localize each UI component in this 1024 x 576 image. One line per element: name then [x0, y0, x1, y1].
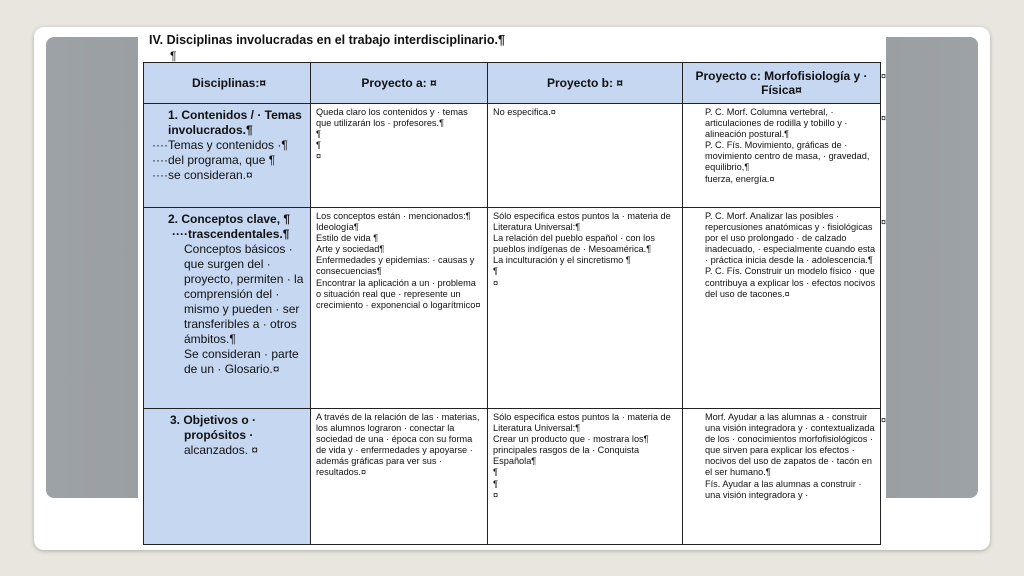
- row-description: Conceptos básicos · que surgen del · proyecto, permiten · la comprensión del · mismo y pueden · ser transferibles a · otros ámbitos.¶ Se consideran · parte de un · Glosario.¤: [184, 242, 304, 376]
- table-row: [144, 409, 881, 545]
- table-header-row: [144, 63, 881, 104]
- cell-proyecto-c: P. C. Morf. Analizar las posibles · repercusiones anatómicas y · fisiológicas por el uso prolongado · de calzado inadecuado, · especialmente cuando esta · práctica inicia desde la · adolescencia.¶ P. C. Fís. Construir un modelo físico · que contribuya a explicar los · efectos nocivos del uso de tacones.¤: [705, 211, 876, 299]
- table-row: [144, 104, 881, 208]
- header-disciplinas: Disciplinas:¤: [144, 63, 311, 104]
- row-title: 3. Objetivos o ·: [170, 413, 257, 427]
- cell-proyecto-a: A través de la relación de las · materias, los alumnos lograron · conectar la sociedad de una · época con su forma de vida y · enfermedades y apoyarse · además gráficas para ver sus · resultados.¤: [316, 412, 480, 478]
- row-subtitle: propósitos ·: [184, 428, 254, 442]
- paragraph-mark: ¶: [170, 49, 177, 63]
- header-proyecto-c: Proyecto c: Morfofisiología y · Física¤: [683, 63, 881, 104]
- cell-proyecto-a: Los conceptos están · mencionados:¶ Ideología¶ Estilo de vida ¶ Arte y sociedad¶ Enfermedades y epidemias: · causas y consecuencias¶ Encontrar la aplicación a un · problema o situación real que · represente un crecimiento · exponencial o logarítmico¤: [316, 211, 481, 310]
- cell-proyecto-b: No especifica.¤: [493, 107, 556, 117]
- cell-proyecto-c: Morf. Ayudar a las alumnas a · construir una visión integradora y · contextualizada de los · conocimientos morfofisiológicos · que sirven para explicar los efectos · nocivos del uso de zapatos de · tacón en el ser humano.¶ Fís. Ayudar a las alumnas a construir · una visión integradora y ·: [705, 412, 875, 500]
- row-end-mark: ¤: [881, 71, 886, 81]
- cell-proyecto-a: Queda claro los contenidos y · temas que utilizarán los · profesores.¶ ¶ ¶ ¤: [316, 107, 468, 162]
- row-title: 2. Conceptos clave, ¶: [168, 212, 291, 226]
- cell-proyecto-c: P. C. Morf. Columna vertebral, · articulaciones de rodilla y tobillo y · alineación postural.¶ P. C. Fís. Movimiento, gráficas de · movimiento centro de masa, · gravedad, equilibrio,¶ fuerza, energía.¤: [705, 107, 870, 184]
- cell-proyecto-b: Sólo especifica estos puntos la · materia de Literatura Universal:¶ Crear un producto que · mostrara los¶ principales rasgos de la · Conquista Española¶ ¶ ¶ ¤: [493, 412, 671, 500]
- row-header-conceptos: [144, 208, 311, 409]
- row-header-contenidos: [144, 104, 311, 208]
- section-heading: IV. Disciplinas involucradas en el trabajo interdisciplinario.¶: [149, 33, 505, 47]
- row-description: ····Temas y contenidos ·¶ ····del programa, que ¶ ····se consideran.¤: [152, 138, 288, 182]
- row-end-mark: ¤: [881, 217, 886, 227]
- row-description: alcanzados. ¤: [184, 443, 259, 457]
- header-proyecto-a: Proyecto a: ¤: [311, 63, 488, 104]
- cell-proyecto-b: Sólo especifica estos puntos la · materia de Literatura Universal:¶ La relación del pueblo español · con los pueblos indígenas de · Mesoamérica.¶ La inculturación y el sincretismo ¶ ¶ ¤: [493, 211, 671, 288]
- document-image: [138, 27, 886, 547]
- row-end-mark: ¤: [881, 415, 886, 425]
- row-title: 1. Contenidos / · Temas involucrados.¶: [168, 108, 302, 137]
- row-subtitle: ····trascendentales.¶: [172, 227, 290, 241]
- table-row: [144, 208, 881, 409]
- row-header-objetivos: [144, 409, 311, 545]
- row-end-mark: ¤: [881, 113, 886, 123]
- disciplines-table: [143, 62, 881, 545]
- header-proyecto-b: Proyecto b: ¤: [488, 63, 683, 104]
